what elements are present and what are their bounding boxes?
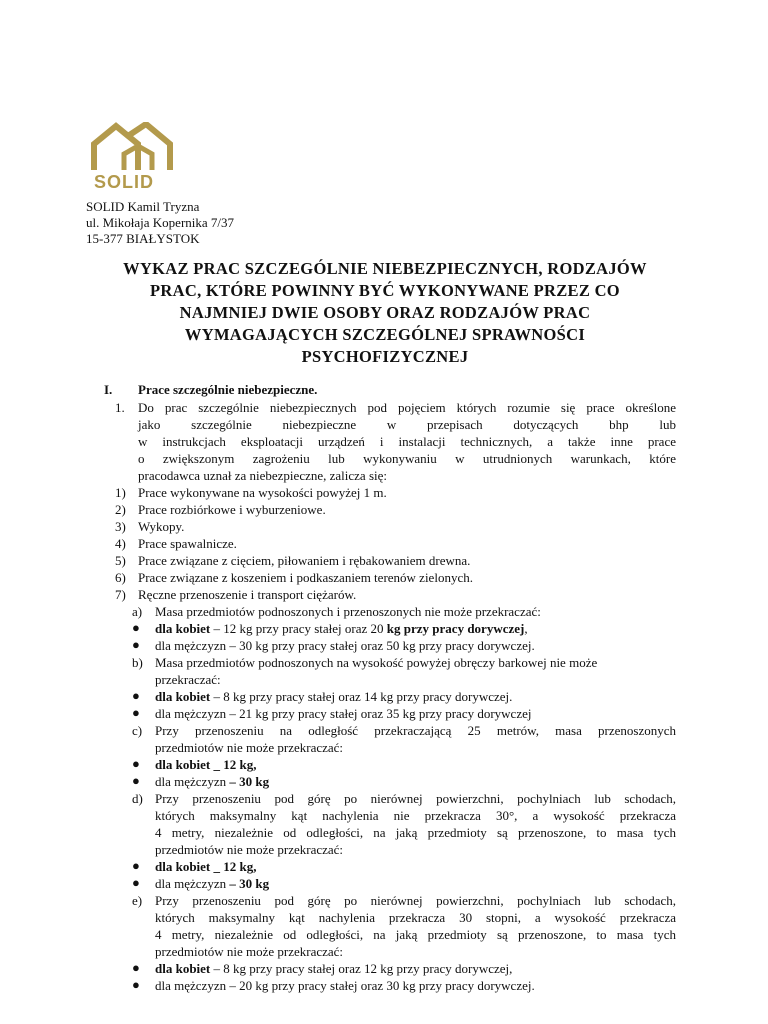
address-line: 15-377 BIAŁYSTOK <box>86 231 200 246</box>
list-item: Wykopy. <box>138 519 185 534</box>
sub-text: Masa przedmiotów podnoszonych na wysokość powyżej obręczy barkowej nie może <box>155 655 598 670</box>
bullet-icon: ● <box>132 620 140 635</box>
bullet-line: dla kobiet – 12 kg przy pracy stałej oraz 20 kg przy pracy dorywczej, <box>155 621 528 636</box>
list-item: Prace związane z cięciem, piłowaniem i rębakowaniem drewna. <box>138 553 471 568</box>
bullet-line: dla kobiet _ 12 kg, <box>155 757 257 772</box>
item-number: 1. <box>115 400 125 415</box>
bullet-icon: ● <box>132 858 140 873</box>
section-number: I. <box>104 382 113 397</box>
list-number: 3) <box>115 519 126 534</box>
sub-letter: b) <box>132 655 143 670</box>
bullet-icon: ● <box>132 875 140 890</box>
title-line: PSYCHOFIZYCZNEJ <box>301 347 469 366</box>
title-line: WYMAGAJĄCYCH SZCZEGÓLNEJ SPRAWNOŚCI <box>184 325 586 344</box>
bullet-line: dla mężczyzn – 20 kg przy pracy stałej oraz 30 kg przy pracy dorywczej. <box>155 978 535 993</box>
document-title <box>90 258 680 368</box>
list-item: Prace wykonywane na wysokości powyżej 1 m. <box>138 485 387 500</box>
bullet-line: dla mężczyzn – 30 kg <box>155 774 270 789</box>
paragraph-line: jako szczególnie niebezpieczne w przepisach dotyczących bhp lub <box>138 417 676 432</box>
list-item: Prace związane z koszeniem i podkaszaniem terenów zielonych. <box>138 570 473 585</box>
bullet-line: dla mężczyzn – 30 kg przy pracy stałej oraz 50 kg przy pracy dorywczej. <box>155 638 535 653</box>
title-line: NAJMNIEJ DWIE OSOBY ORAZ RODZAJÓW PRAC <box>179 303 591 322</box>
bullet-icon: ● <box>132 705 140 720</box>
logo-text: SOLID <box>94 172 155 192</box>
sub-text: 4 metry, niezależnie od odległości, na jaką przedmioty są przenoszone, to masa tych <box>155 927 676 942</box>
list-number: 1) <box>115 485 126 500</box>
paragraph-line: pracodawca uznał za niebezpieczne, zalicza się: <box>138 468 387 483</box>
title-line: WYKAZ PRAC SZCZEGÓLNIE NIEBEZPIECZNYCH, RODZAJÓW <box>123 259 647 278</box>
company-address <box>86 199 234 247</box>
bullet-icon: ● <box>132 773 140 788</box>
sub-text: przekraczać: <box>155 672 221 687</box>
list-item: Ręczne przenoszenie i transport ciężarów. <box>138 587 357 602</box>
sub-text: Masa przedmiotów podnoszonych i przenoszonych nie może przekraczać: <box>155 604 541 619</box>
bullet-icon: ● <box>132 756 140 771</box>
paragraph-line: o zwiększonym zagrożeniu lub wykonywaniu w utrudnionych warunkach, które <box>138 451 676 466</box>
list-number: 7) <box>115 587 126 602</box>
bullet-icon: ● <box>132 637 140 652</box>
sub-text: przedmiotów nie może przekraczać: <box>155 740 344 755</box>
sub-text: przedmiotów nie może przekraczać: <box>155 944 344 959</box>
sub-text: Przy przenoszeniu pod górę po nierównej powierzchni, pochylniach lub schodach, <box>155 791 676 806</box>
sub-text: których maksymalny kąt nachylenia przekracza 30 stopni, a wysokość przekracza <box>155 910 676 925</box>
list-item: Prace spawalnicze. <box>138 536 237 551</box>
list-item: Prace rozbiórkowe i wyburzeniowe. <box>138 502 326 517</box>
paragraph-line: w instrukcjach eksploatacji urządzeń i instalacji technicznych, a także inne prace <box>138 434 676 449</box>
paragraph-line: Do prac szczególnie niebezpiecznych pod pojęciem których rozumie się prace określone <box>138 400 676 415</box>
section-heading: Prace szczególnie niebezpieczne. <box>138 382 318 397</box>
bullet-icon: ● <box>132 977 140 992</box>
bullet-line: dla kobiet – 8 kg przy pracy stałej oraz 12 kg przy pracy dorywczej, <box>155 961 513 976</box>
list-number: 4) <box>115 536 126 551</box>
sub-text: 4 metry, niezależnie od odległości, na jaką przedmioty są przenoszone, to masa tych <box>155 825 676 840</box>
sub-letter: a) <box>132 604 143 619</box>
address-line: ul. Mikołaja Kopernika 7/37 <box>86 215 235 230</box>
title-line: PRAC, KTÓRE POWINNY BYĆ WYKONYWANE PRZEZ CO <box>150 281 620 300</box>
sub-letter: e) <box>132 893 143 908</box>
bullet-icon: ● <box>132 960 140 975</box>
bullet-line: dla kobiet – 8 kg przy pracy stałej oraz 14 kg przy pracy dorywczej. <box>155 689 513 704</box>
sub-text: Przy przenoszeniu pod górę po nierównej powierzchni, pochylniach lub schodach, <box>155 893 676 908</box>
sub-letter: d) <box>132 791 143 806</box>
list-number: 2) <box>115 502 126 517</box>
bullet-line: dla kobiet _ 12 kg, <box>155 859 257 874</box>
address-line: SOLID Kamil Tryzna <box>86 199 200 214</box>
company-logo <box>88 122 178 196</box>
bullet-line: dla mężczyzn – 21 kg przy pracy stałej oraz 35 kg przy pracy dorywczej <box>155 706 532 721</box>
list-number: 5) <box>115 553 126 568</box>
list-number: 6) <box>115 570 126 585</box>
house-logo-icon <box>88 122 178 172</box>
bullet-line: dla mężczyzn – 30 kg <box>155 876 270 891</box>
sub-text: których maksymalny kąt nachylenia nie przekracza 30°, a wysokość przekracza <box>155 808 676 823</box>
sub-text: Przy przenoszeniu na odległość przekraczającą 25 metrów, masa przenoszonych <box>155 723 676 738</box>
bullet-icon: ● <box>132 688 140 703</box>
sub-text: przedmiotów nie może przekraczać: <box>155 842 344 857</box>
sub-letter: c) <box>132 723 143 738</box>
